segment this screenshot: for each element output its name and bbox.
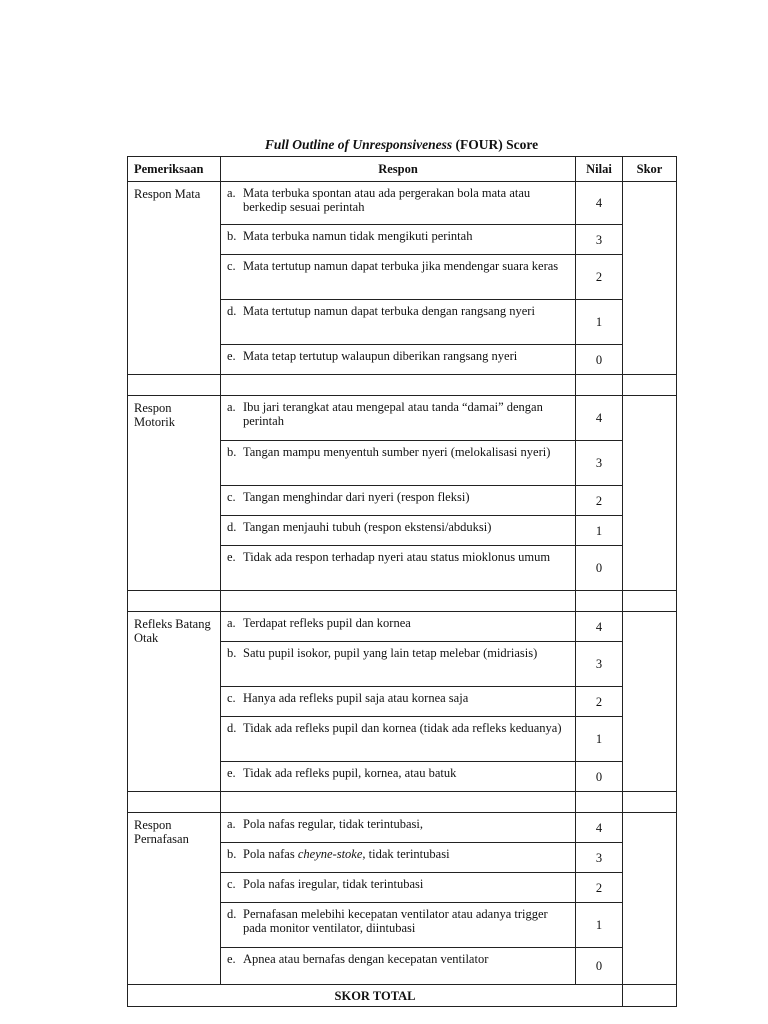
response-item (227, 721, 569, 735)
response-item (227, 907, 569, 935)
response-cell (221, 300, 576, 345)
blank-cell (576, 792, 623, 813)
header-nilai: Nilai (576, 157, 623, 182)
response-text: Hanya ada refleks pupil saja atau kornea saja (243, 691, 469, 705)
skor-input-cell[interactable] (623, 182, 677, 375)
response-cell (221, 903, 576, 948)
nilai-value: 1 (576, 903, 623, 948)
blank-cell (128, 792, 221, 813)
response-cell (221, 717, 576, 762)
response-item (227, 259, 569, 273)
response-text: Pola nafas cheyne-stoke, tidak terintubasi (243, 847, 450, 861)
skor-input-cell[interactable] (623, 612, 677, 792)
blank-cell (221, 792, 576, 813)
nilai-value: 3 (576, 225, 623, 255)
nilai-value: 0 (576, 948, 623, 985)
response-text: Terdapat refleks pupil dan kornea (243, 616, 411, 630)
category-label: Respon Motorik (128, 396, 221, 591)
response-text: Tangan mampu menyentuh sumber nyeri (melokalisasi nyeri) (243, 445, 551, 459)
nilai-value: 0 (576, 345, 623, 375)
nilai-value: 0 (576, 762, 623, 792)
response-cell (221, 546, 576, 591)
response-letter: c. (227, 259, 236, 273)
response-letter: c. (227, 691, 236, 705)
response-text: Mata terbuka spontan atau ada pergerakan bola mata atau berkedip sesuai perintah (243, 186, 531, 214)
response-text: Pola nafas iregular, tidak terintubasi (243, 877, 424, 891)
table-row (128, 396, 677, 441)
blank-cell (221, 591, 576, 612)
response-cell (221, 843, 576, 873)
response-text: Mata tertutup namun dapat terbuka dengan rangsang nyeri (243, 304, 535, 318)
header-respon: Respon (221, 157, 576, 182)
blank-cell (128, 591, 221, 612)
blank-cell (128, 375, 221, 396)
response-item (227, 349, 569, 363)
response-text: Tidak ada refleks pupil dan kornea (tidak ada refleks keduanya) (243, 721, 562, 735)
response-item (227, 229, 569, 243)
response-cell (221, 642, 576, 687)
document-title (127, 137, 676, 153)
table-row (128, 813, 677, 843)
response-letter: a. (227, 186, 236, 200)
response-text: Mata terbuka namun tidak mengikuti perintah (243, 229, 473, 243)
title-rest: (FOUR) Score (452, 137, 539, 152)
nilai-value: 2 (576, 873, 623, 903)
response-text: Mata tetap tertutup walaupun diberikan rangsang nyeri (243, 349, 518, 363)
skor-input-cell[interactable] (623, 813, 677, 985)
response-cell (221, 486, 576, 516)
nilai-value: 3 (576, 642, 623, 687)
response-item (227, 847, 569, 861)
table-row (128, 612, 677, 642)
nilai-value: 3 (576, 441, 623, 486)
blank-cell (623, 591, 677, 612)
table-body (128, 182, 677, 985)
nilai-value: 2 (576, 687, 623, 717)
response-item (227, 304, 569, 318)
response-item (227, 186, 569, 214)
response-letter: e. (227, 766, 236, 780)
blank-row (128, 792, 677, 813)
nilai-value: 0 (576, 546, 623, 591)
category-label: Respon Mata (128, 182, 221, 375)
response-text: Apnea atau bernafas dengan kecepatan ventilator (243, 952, 489, 966)
response-cell (221, 813, 576, 843)
response-cell (221, 255, 576, 300)
blank-cell (623, 792, 677, 813)
four-score-table (127, 156, 677, 1007)
total-score-cell[interactable] (623, 985, 677, 1007)
nilai-value: 3 (576, 843, 623, 873)
response-letter: d. (227, 520, 237, 534)
nilai-value: 1 (576, 516, 623, 546)
response-text: Satu pupil isokor, pupil yang lain tetap melebar (midriasis) (243, 646, 538, 660)
response-cell (221, 225, 576, 255)
response-letter: a. (227, 817, 236, 831)
nilai-value: 1 (576, 300, 623, 345)
response-item (227, 877, 569, 891)
response-cell (221, 762, 576, 792)
response-letter: c. (227, 877, 236, 891)
response-cell (221, 948, 576, 985)
title-italic: Full Outline of Unresponsiveness (264, 137, 453, 152)
blank-cell (623, 375, 677, 396)
skor-input-cell[interactable] (623, 396, 677, 591)
blank-cell (576, 591, 623, 612)
response-letter: d. (227, 721, 237, 735)
response-text: Mata tertutup namun dapat terbuka jika mendengar suara keras (243, 259, 559, 273)
nilai-value: 2 (576, 255, 623, 300)
response-letter: e. (227, 952, 236, 966)
response-letter: b. (227, 229, 237, 243)
response-cell (221, 441, 576, 486)
total-label: SKOR TOTAL (128, 985, 623, 1007)
response-letter: b. (227, 646, 237, 660)
category-label: Refleks Batang Otak (128, 612, 221, 792)
nilai-value: 1 (576, 717, 623, 762)
response-text: Tidak ada respon terhadap nyeri atau status mioklonus umum (243, 550, 551, 564)
table-row (128, 182, 677, 225)
response-letter: b. (227, 445, 237, 459)
response-text: Ibu jari terangkat atau mengepal atau tanda “damai” dengan perintah (243, 400, 543, 428)
response-letter: e. (227, 349, 236, 363)
response-cell (221, 873, 576, 903)
response-item (227, 520, 569, 534)
response-cell (221, 687, 576, 717)
response-cell (221, 396, 576, 441)
response-item (227, 646, 569, 660)
blank-row (128, 375, 677, 396)
response-item (227, 400, 569, 428)
response-item (227, 952, 569, 966)
response-letter: d. (227, 304, 237, 318)
response-letter: a. (227, 400, 236, 414)
response-item (227, 817, 569, 831)
response-item (227, 490, 569, 504)
header-skor: Skor (623, 157, 677, 182)
nilai-value: 2 (576, 486, 623, 516)
response-text: Tangan menghindar dari nyeri (respon fleksi) (243, 490, 470, 504)
response-text: Pola nafas regular, tidak terintubasi, (243, 817, 423, 831)
blank-row (128, 591, 677, 612)
response-letter: b. (227, 847, 237, 861)
response-text: Tidak ada refleks pupil, kornea, atau batuk (243, 766, 457, 780)
total-row (128, 985, 677, 1007)
response-cell (221, 612, 576, 642)
response-letter: a. (227, 616, 236, 630)
response-letter: d. (227, 907, 237, 921)
response-item (227, 550, 569, 564)
response-letter: c. (227, 490, 236, 504)
response-letter: e. (227, 550, 236, 564)
nilai-value: 4 (576, 182, 623, 225)
response-cell (221, 516, 576, 546)
response-item (227, 766, 569, 780)
header-pemeriksaan: Pemeriksaan (128, 157, 221, 182)
blank-cell (576, 375, 623, 396)
response-text: Pernafasan melebihi kecepatan ventilator atau adanya trigger pada monitor ventilator, diintubasi (243, 907, 548, 935)
response-cell (221, 345, 576, 375)
response-item (227, 445, 569, 459)
response-text: Tangan menjauhi tubuh (respon ekstensi/abduksi) (243, 520, 492, 534)
response-cell (221, 182, 576, 225)
category-label: Respon Pernafasan (128, 813, 221, 985)
nilai-value: 4 (576, 396, 623, 441)
response-item (227, 691, 569, 705)
nilai-value: 4 (576, 813, 623, 843)
response-item (227, 616, 569, 630)
blank-cell (221, 375, 576, 396)
header-row (128, 157, 677, 182)
nilai-value: 4 (576, 612, 623, 642)
